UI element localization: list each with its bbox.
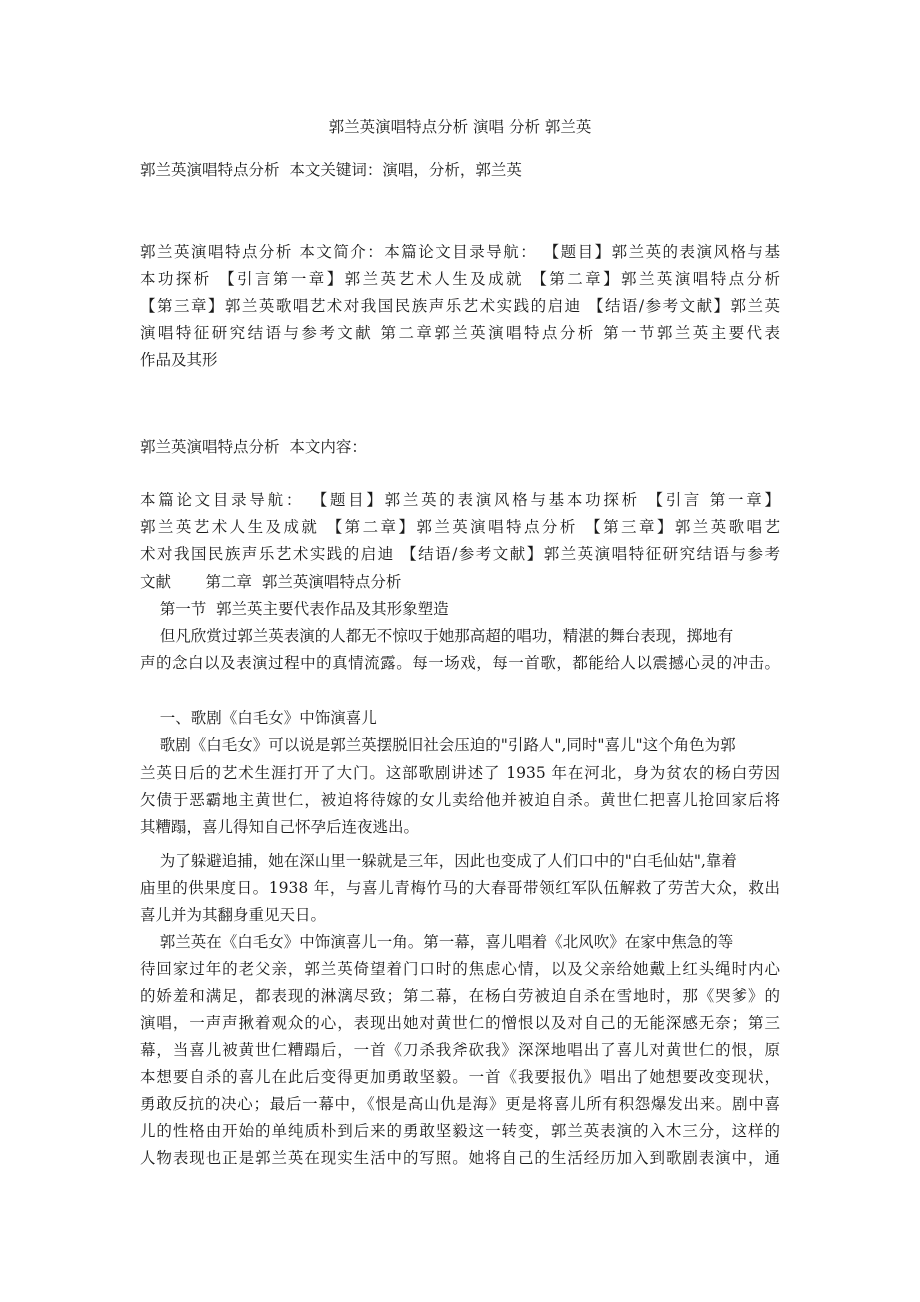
subheading: 一、歌剧《白毛女》中饰演喜儿: [140, 709, 377, 727]
toc-line: 本篇论文目录导航： 【题目】郭兰英的表演风格与基本功探析 【引言 第一章】: [140, 491, 780, 509]
paragraph-line: 儿的性格由开始的单纯质朴到后来的勇敢坚毅这一转变，郭兰英表演的入木三分，这样的: [140, 1122, 780, 1140]
paragraph-line: 歌剧《白毛女》可以说是郭兰英摆脱旧社会压迫的"引路人",同时"喜儿"这个角色为郭: [140, 736, 736, 754]
toc-line: 文献 第二章 郭兰英演唱特点分析: [140, 573, 402, 591]
intro-line: 【第三章】郭兰英歌唱艺术对我国民族声乐艺术实践的启迪 【结语/参考文献】郭兰英: [140, 297, 780, 315]
paragraph-line: 郭兰英在《白毛女》中饰演喜儿一角。第一幕，喜儿唱着《北风吹》在家中焦急的等: [140, 933, 734, 951]
paragraph-line: 本想要自杀的喜儿在此后变得更加勇敢坚毅。一首《我要报仇》唱出了她想要改变现状，: [140, 1068, 780, 1086]
toc-line: 郭兰英艺术人生及成就 【第二章】郭兰英演唱特点分析 【第三章】郭兰英歌唱艺: [140, 518, 780, 536]
intro-line: 作品及其形: [140, 351, 218, 369]
toc-line: 术对我国民族声乐艺术实践的启迪 【结语/参考文献】郭兰英演唱特征研究结语与参考: [140, 545, 780, 563]
paragraph-line: 待回家过年的老父亲，郭兰英倚望着门口时的焦虑心情，以及父亲给她戴上红头绳时内心: [140, 960, 780, 978]
paragraph-line: 但凡欣赏过郭兰英表演的人都无不惊叹于她那高超的唱功，精湛的舞台表现，掷地有: [140, 627, 734, 645]
document-title: 郭兰英演唱特点分析 演唱 分析 郭兰英: [328, 118, 592, 136]
paragraph-line: 演唱，一声声揪着观众的心，表现出她对黄世仁的憎恨以及对自己的无能深感无奈；第三: [140, 1014, 780, 1032]
paragraph-line: 庙里的供果度日。1938 年，与喜儿青梅竹马的大春哥带领红军队伍解救了劳苦大众，救出: [140, 879, 780, 897]
intro-line: 演唱特征研究结语与参考文献 第二章郭兰英演唱特点分析 第一节郭兰英主要代表: [140, 324, 780, 342]
content-heading: 郭兰英演唱特点分析 本文内容：: [140, 438, 367, 456]
intro-line: 郭兰英演唱特点分析 本文简介：本篇论文目录导航： 【题目】郭兰英的表演风格与基: [140, 243, 780, 261]
paragraph-line: 勇敢反抗的决心；最后一幕中，《恨是高山仇是海》更是将喜儿所有积怨爆发出来。剧中喜: [140, 1095, 780, 1113]
paragraph-line: 欠债于恶霸地主黄世仁，被迫将待嫁的女儿卖给他并被迫自杀。黄世仁把喜儿抢回家后将: [140, 791, 780, 809]
paragraph-line: 声的念白以及表演过程中的真情流露。每一场戏，每一首歌，都能给人以震撼心灵的冲击。: [140, 654, 780, 672]
paragraph-line: 为了躲避追捕，她在深山里一躲就是三年，因此也变成了人们口中的"白毛仙姑",靠着: [140, 852, 737, 870]
paragraph-line: 兰英日后的艺术生涯打开了大门。这部歌剧讲述了 1935 年在河北，身为贫农的杨白劳因: [140, 764, 780, 782]
paragraph-line: 的娇羞和满足，都表现的淋漓尽致；第二幕，在杨白劳被迫自杀在雪地时，那《哭爹》的: [140, 987, 780, 1005]
paragraph-line: 喜儿并为其翻身重见天日。: [140, 906, 327, 924]
keywords-line: 郭兰英演唱特点分析 本文关键词：演唱，分析，郭兰英: [140, 161, 522, 179]
intro-line: 本功探析 【引言第一章】郭兰英艺术人生及成就 【第二章】郭兰英演唱特点分析: [140, 270, 780, 288]
paragraph-line: 其糟蹋，喜儿得知自己怀孕后连夜逃出。: [140, 818, 420, 836]
section-heading: 第一节 郭兰英主要代表作品及其形象塑造: [140, 600, 449, 618]
paragraph-line: 人物表现也正是郭兰英在现实生活中的写照。她将自己的生活经历加入到歌剧表演中，通: [140, 1149, 780, 1167]
paragraph-line: 幕，当喜儿被黄世仁糟蹋后，一首《刀杀我斧砍我》深深地唱出了喜儿对黄世仁的恨，原: [140, 1041, 780, 1059]
